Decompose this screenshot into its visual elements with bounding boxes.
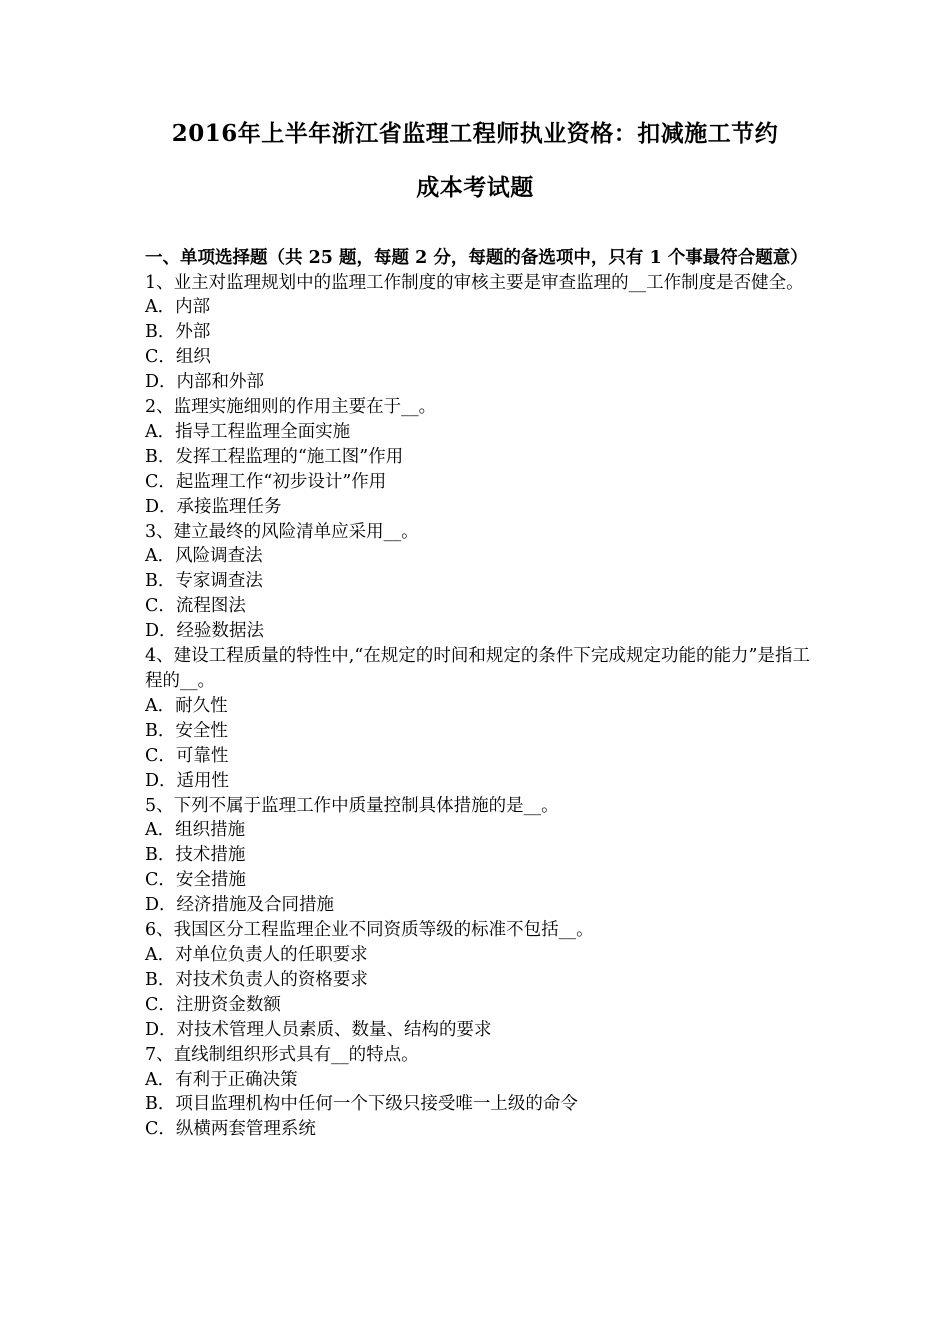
question-option: C．纵横两套管理系统 <box>145 1119 316 1140</box>
question-option: B．外部 <box>145 322 211 343</box>
question-option: C．安全措施 <box>145 870 246 891</box>
document-title-line-2: 成本考试题 <box>416 174 534 201</box>
question-stem: 6、我国区分工程监理企业不同资质等级的标准不包括__。 <box>145 920 594 941</box>
question-option: A．耐久性 <box>145 695 228 716</box>
document-title-line-1: 2016年上半年浙江省监理工程师执业资格：扣减施工节约 <box>171 120 779 147</box>
question-stem: 3、建立最终的风险清单应采用__。 <box>145 521 419 542</box>
question-option: C．起监理工作“初步设计”作用 <box>145 471 387 492</box>
question-option: A．指导工程监理全面实施 <box>145 421 351 442</box>
question-stem: 4、建设工程质量的特性中,“在规定的时间和规定的条件下完成规定功能的能力”是指工程的__。 <box>145 646 810 691</box>
question-stem: 7、直线制组织形式具有__的特点。 <box>145 1044 419 1065</box>
question-option: A．内部 <box>145 297 211 318</box>
question-option: B．安全性 <box>145 720 228 741</box>
question-option: B．技术措施 <box>145 845 246 866</box>
question-option: D．承接监理任务 <box>145 496 282 517</box>
question-stem: 1、业主对监理规划中的监理工作制度的审核主要是审查监理的__工作制度是否健全。 <box>145 272 804 293</box>
question-option: B．专家调查法 <box>145 571 263 592</box>
question-option: C．注册资金数额 <box>145 994 281 1015</box>
question-option: D．适用性 <box>145 770 230 791</box>
question-option: A．风险调查法 <box>145 546 263 567</box>
question-option: D．对技术管理人员素质、数量、结构的要求 <box>145 1019 492 1040</box>
question-option: D．内部和外部 <box>145 372 265 393</box>
question-option: C．组织 <box>145 347 211 368</box>
question-option: D．经济措施及合同措施 <box>145 895 335 916</box>
document-body <box>145 246 810 1142</box>
question-stem: 2、监理实施细则的作用主要在于__。 <box>145 397 437 418</box>
question-option: B．项目监理机构中任何一个下级只接受唯一上级的命令 <box>145 1094 578 1115</box>
question-option: C．可靠性 <box>145 745 229 766</box>
question-option: A．有利于正确决策 <box>145 1069 298 1090</box>
question-option: A．组织措施 <box>145 820 246 841</box>
question-option: D．经验数据法 <box>145 621 265 642</box>
question-option: B．对技术负责人的资格要求 <box>145 969 368 990</box>
question-option: B．发挥工程监理的“施工图”作用 <box>145 446 404 467</box>
question-option: A．对单位负责人的任职要求 <box>145 944 368 965</box>
question-stem: 5、下列不属于监理工作中质量控制具体措施的是__。 <box>145 795 559 816</box>
section-heading: 一、单项选择题（共 25 题，每题 2 分，每题的备选项中，只有 1 个事最符合题意） <box>145 248 808 268</box>
question-option: C．流程图法 <box>145 596 246 617</box>
